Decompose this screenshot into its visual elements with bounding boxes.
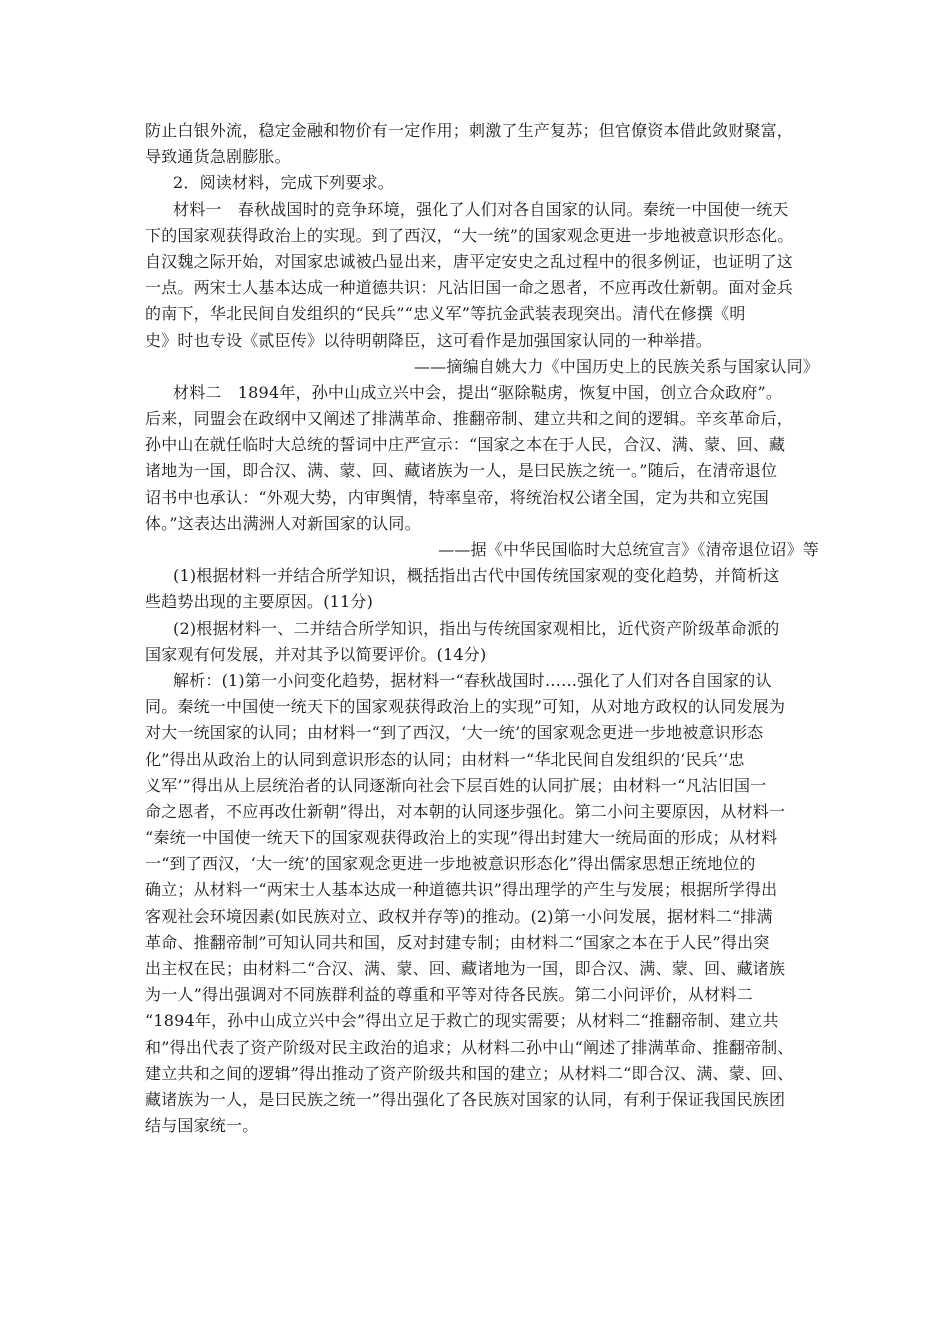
question1-line: (1)根据材料一并结合所学知识，概括指出古代中国传统国家观的变化趋势，并简析这 <box>173 566 780 586</box>
analysis-line: 化”得出从政治上的认同到意识形态的认同；由材料一“华北民间自发组织的‘民兵’‘忠 <box>145 749 745 769</box>
question2-line: (2)根据材料一、二并结合所学知识，指出与传统国家观相比，近代资产阶级革命派的 <box>173 618 780 638</box>
analysis-line: 出主权在民；由材料二“合汉、满、蒙、回、藏诸地为一国，即合汉、满、蒙、回、藏诸族 <box>145 959 786 978</box>
material2-line: 诸地为一国，即合汉、满、蒙、回、藏诸族为一人，是曰民族之统一。”随后，在清帝退位 <box>145 461 778 481</box>
question2-line: 国家观有何发展，并对其予以简要评价。(14分) <box>145 644 487 664</box>
analysis-line: 革命、推翻帝制”可知认同共和国，反对封建专制；由材料二“国家之本在于人民”得出突 <box>145 932 770 952</box>
analysis-line: 藏诸族为一人，是曰民族之统一”得出强化了各民族对国家的认同，有利于保证我国民族团 <box>145 1089 786 1109</box>
material1-line: 的南下，华北民间自发组织的“民兵”“忠义军”等抗金武装表现突出。清代在修撰《明 <box>145 304 746 324</box>
analysis-line: 客观社会环境因素(如民族对立、政权并存等)的推动。(2)第一小问发展，据材料二“排满 <box>145 906 773 926</box>
material1-line: 一点。两宋士人基本达成一种道德共识：凡沾旧国一命之恩者，不应再改仕新朝。面对金兵 <box>145 278 794 298</box>
analysis-line: “秦统一中国使一统天下的国家观获得政治上的实现”得出封建大一统局面的形成；从材料 <box>145 828 778 848</box>
material1-line: 下的国家观获得政治上的实现。到了西汉，“大一统”的国家观念更进一步地被意识形态化。 <box>145 225 794 245</box>
analysis-line: 解析：(1)第一小问变化趋势，据材料一“春秋战国时……强化了人们对各自国家的认 <box>173 670 772 690</box>
material1-line: 自汉魏之际开始，对国家忠诚被凸显出来，唐平定安史之乱过程中的很多例证，也证明了这 <box>145 251 794 271</box>
analysis-line: “1894年，孙中山成立兴中会”得出立足于救亡的现实需要；从材料二“推翻帝制、建立共 <box>145 1011 779 1031</box>
analysis-line: 命之恩者，不应再改仕新朝”得出，对本朝的认同逐步强化。第二小问主要原因，从材料一 <box>145 801 786 821</box>
material2-source: ——据《中华民国临时大总统宣言》《清帝退位诏》等 <box>438 540 819 559</box>
analysis-line: 建立共和之间的逻辑”得出推动了资产阶级共和国的建立；从材料二“即合汉、满、蒙、回、 <box>145 1063 794 1083</box>
material2-line: 材料二 1894年，孙中山成立兴中会，提出“驱除鞑虏，恢复中国，创立合众政府”。 <box>173 382 783 402</box>
analysis-line: 为一人”得出强调对不同族群利益的尊重和平等对待各民族。第二小问评价，从材料二 <box>145 985 753 1005</box>
material2-line: 诏书中也承认：“外观大势，内审舆情，特率皇帝，将统治权公诸全国，定为共和立宪国 <box>145 487 769 507</box>
material2-line: 孙中山在就任临时大总统的誓词中庄严宣示：“国家之本在于人民，合汉、满、蒙、回、藏 <box>145 435 786 455</box>
material1-line: 史》时也专设《贰臣传》以待明朝降臣，这可看作是加强国家认同的一种举措。 <box>145 330 713 350</box>
material2-line: 体。”这表达出满洲人对新国家的认同。 <box>145 513 421 533</box>
intro-line: 导致通货急剧膨胀。 <box>145 147 291 167</box>
question1-line: 些趋势出现的主要原因。(11分) <box>145 592 374 612</box>
analysis-line: 和”得出代表了资产阶级对民主政治的追求；从材料二孙中山“阐述了排满革命、推翻帝制、 <box>145 1037 794 1057</box>
analysis-line: 同。秦统一中国使一统天下的国家观获得政治上的实现”可知，从对地方政权的认同发展为 <box>145 697 786 717</box>
analysis-line: 对大一统国家的认同；由材料一“到了西汉，‘大一统’的国家观念更进一步地被意识形态 <box>145 723 764 743</box>
material1-source: ——摘编自姚大力《中国历史上的民族关系与国家认同》 <box>413 356 819 376</box>
material1-line: 材料一 春秋战国时的竞争环境，强化了人们对各自国家的认同。秦统一中国使一统天 <box>173 199 789 219</box>
analysis-line: 结与国家统一。 <box>145 1116 259 1136</box>
question-title: 2．阅读材料，完成下列要求。 <box>173 173 394 193</box>
intro-line: 防止白银外流，稳定金融和物价有一定作用；刺激了生产复苏；但官僚资本借此敛财聚富， <box>145 121 794 140</box>
material2-line: 后来，同盟会在政纲中又阐述了排满革命、推翻帝制、建立共和之间的逻辑。辛亥革命后， <box>145 409 794 429</box>
analysis-line: 义军’”得出从上层统治者的认同逐渐向社会下层百姓的认同扩展；由材料一“凡沾旧国一 <box>145 775 767 795</box>
analysis-line: 一“到了西汉，‘大一统’的国家观念更进一步地被意识形态化”得出儒家思想正统地位的 <box>145 854 756 874</box>
document-page <box>145 118 825 1139</box>
analysis-line: 确立；从材料一“两宋士人基本达成一种道德共识”得出理学的产生与发展；根据所学得出 <box>145 880 778 900</box>
